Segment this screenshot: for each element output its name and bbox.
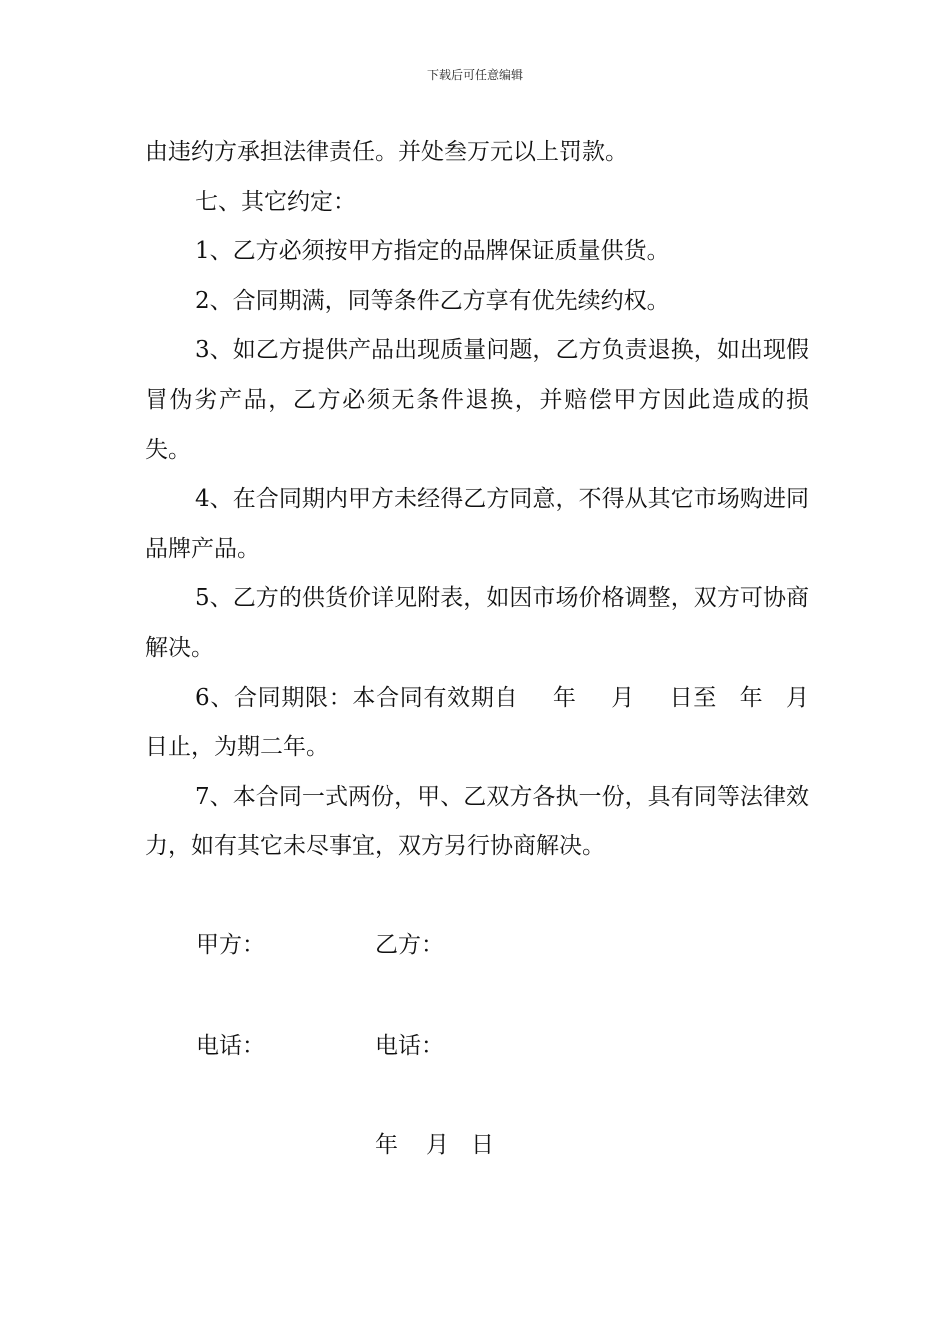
term-month-1: 月: [610, 684, 635, 711]
term-lead: 6、合同期限：本合同有效期自: [195, 684, 519, 711]
date-day: 日: [471, 1132, 494, 1158]
clause-3: 3、如乙方提供产品出现质量问题，乙方负责退换，如出现假冒伪劣产品，乙方必须无条件退换，并赔偿甲方因此造成的损失。: [145, 337, 809, 463]
clause-2: 2、合同期满，同等条件乙方享有优先续约权。: [195, 287, 670, 314]
term-year-2: 年: [738, 684, 764, 711]
term-month-2: 月: [785, 684, 810, 711]
phone-b-label: 电话：: [375, 1033, 444, 1059]
date-year: 年: [375, 1132, 398, 1158]
page-header: 下载后可任意编辑: [426, 68, 523, 82]
contract-body: [145, 128, 809, 872]
term-year-1: 年: [552, 684, 577, 711]
term-tail: 日止，为期二年。: [145, 734, 329, 761]
date-month: 月: [426, 1132, 449, 1158]
phone-a-label: 电话：: [196, 1033, 265, 1059]
clause-5: 5、乙方的供货价详见附表，如因市场价格调整，双方可协商解决。: [145, 585, 809, 661]
section-heading-other-agreements: 七、其它约定：: [195, 188, 356, 215]
party-a-label: 甲方：: [196, 932, 265, 958]
party-b-label: 乙方：: [375, 932, 444, 958]
term-day-1: 日至: [668, 684, 717, 711]
clause-7: 7、本合同一式两份，甲、乙双方各执一份，具有同等法律效力，如有其它未尽事宜，双方另行协商解决。: [145, 783, 809, 860]
clause-1: 1、乙方必须按甲方指定的品牌保证质量供货。: [195, 238, 670, 265]
paragraph-liability: 由违约方承担法律责任。并处叁万元以上罚款。: [145, 139, 628, 165]
clause-4: 4、在合同期内甲方未经得乙方同意，不得从其它市场购进同品牌产品。: [145, 486, 809, 562]
clause-6-term: [145, 674, 809, 773]
signing-date: [375, 1130, 494, 1160]
